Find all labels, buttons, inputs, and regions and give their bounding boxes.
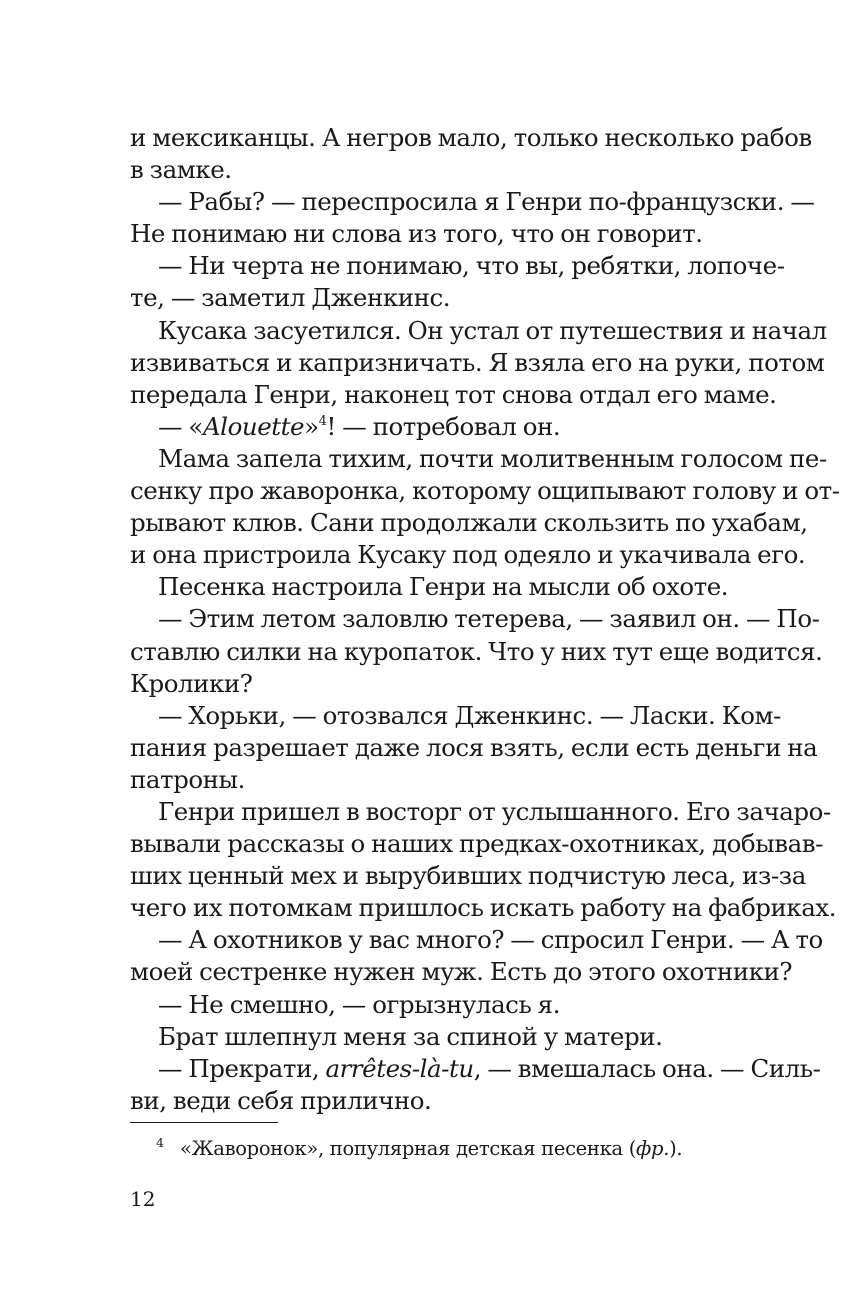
page-number: 12	[130, 1187, 156, 1211]
text-line: и мексиканцы. А негров мало, только несколько рабов	[130, 123, 812, 152]
footnote-ref[interactable]: 4	[318, 413, 327, 429]
text-line: — Хорьки, — отозвался Дженкинс. — Ласки. Ком-	[158, 700, 781, 730]
text-line: ставлю силки на куропаток. Что у них тут еще водится.	[130, 636, 823, 666]
italic-word: Alouette	[202, 411, 305, 441]
text-line: Песенка настроила Генри на мысли об охоте.	[158, 572, 729, 602]
text-line: моей сестренке нужен муж. Есть до этого охотники?	[130, 957, 793, 987]
text-line: пания разрешает даже лося взять, если есть деньги на	[130, 732, 818, 762]
text-line: извиваться и капризничать. Я взяла его на руки, потом	[130, 347, 825, 377]
text-line: сенку про жаворонка, которому ощипывают голову и от-	[130, 476, 840, 506]
text-line: Кусака засуетился. Он устал от путешествия и начал	[158, 315, 827, 345]
text-line: вывали рассказы о наших предках-охотниках, добывав-	[130, 829, 823, 859]
text-line: Кролики?	[130, 668, 253, 698]
text-line: патроны.	[130, 764, 245, 794]
text-line: — Этим летом заловлю тетерева, — заявил он. — По-	[158, 604, 820, 634]
footnote-text: «Жаворонок», популярная детская песенка (фр.).	[180, 1137, 683, 1160]
text-line: передала Генри, наконец тот снова отдал его маме.	[130, 379, 777, 409]
text-line: ших ценный мех и вырубивших подчистую леса, из-за	[130, 861, 806, 891]
text-line: ви, веди себя прилично.	[130, 1085, 432, 1115]
text-line: Брат шлепнул меня за спиной у матери.	[158, 1021, 663, 1051]
italic-word: arrêtes-là-tu	[325, 1053, 474, 1083]
text-line: Генри пришел в восторг от услышанного. Его зачаро-	[158, 796, 831, 826]
text-line: и она пристроила Кусаку под одеяло и укачивала его.	[130, 540, 806, 570]
page-body	[130, 122, 840, 1117]
text-line: — Прекрати, arrêtes-là-tu, — вмешалась она. — Силь-	[158, 1053, 821, 1083]
text-line: в замке.	[130, 155, 232, 185]
footnote: 4 «Жаворонок», популярная детская песенка (фр.).	[156, 1135, 683, 1160]
text-line: Не понимаю ни слова из того, что он говорит.	[130, 219, 703, 249]
text-line: — А охотников у вас много? — спросил Генри. — А то	[158, 925, 823, 955]
text-line: те, — заметил Дженкинс.	[130, 283, 451, 313]
text-line: чего их потомкам пришлось искать работу на фабриках.	[130, 893, 837, 923]
text-line: — «Alouette»$^4$! — потребовал он.	[158, 411, 561, 441]
text-line: Мама запела тихим, почти молитвенным голосом пе-	[158, 443, 827, 473]
text-line: рывают клюв. Сани продолжали скользить по ухабам,	[130, 508, 808, 538]
footnote-divider	[130, 1122, 278, 1123]
text-line: — Рабы? — переспросила я Генри по-французски. —	[158, 187, 815, 217]
text-line: — Не смешно, — огрызнулась я.	[158, 989, 561, 1019]
text-line: — Ни черта не понимаю, что вы, ребятки, лопоче-	[158, 251, 785, 281]
